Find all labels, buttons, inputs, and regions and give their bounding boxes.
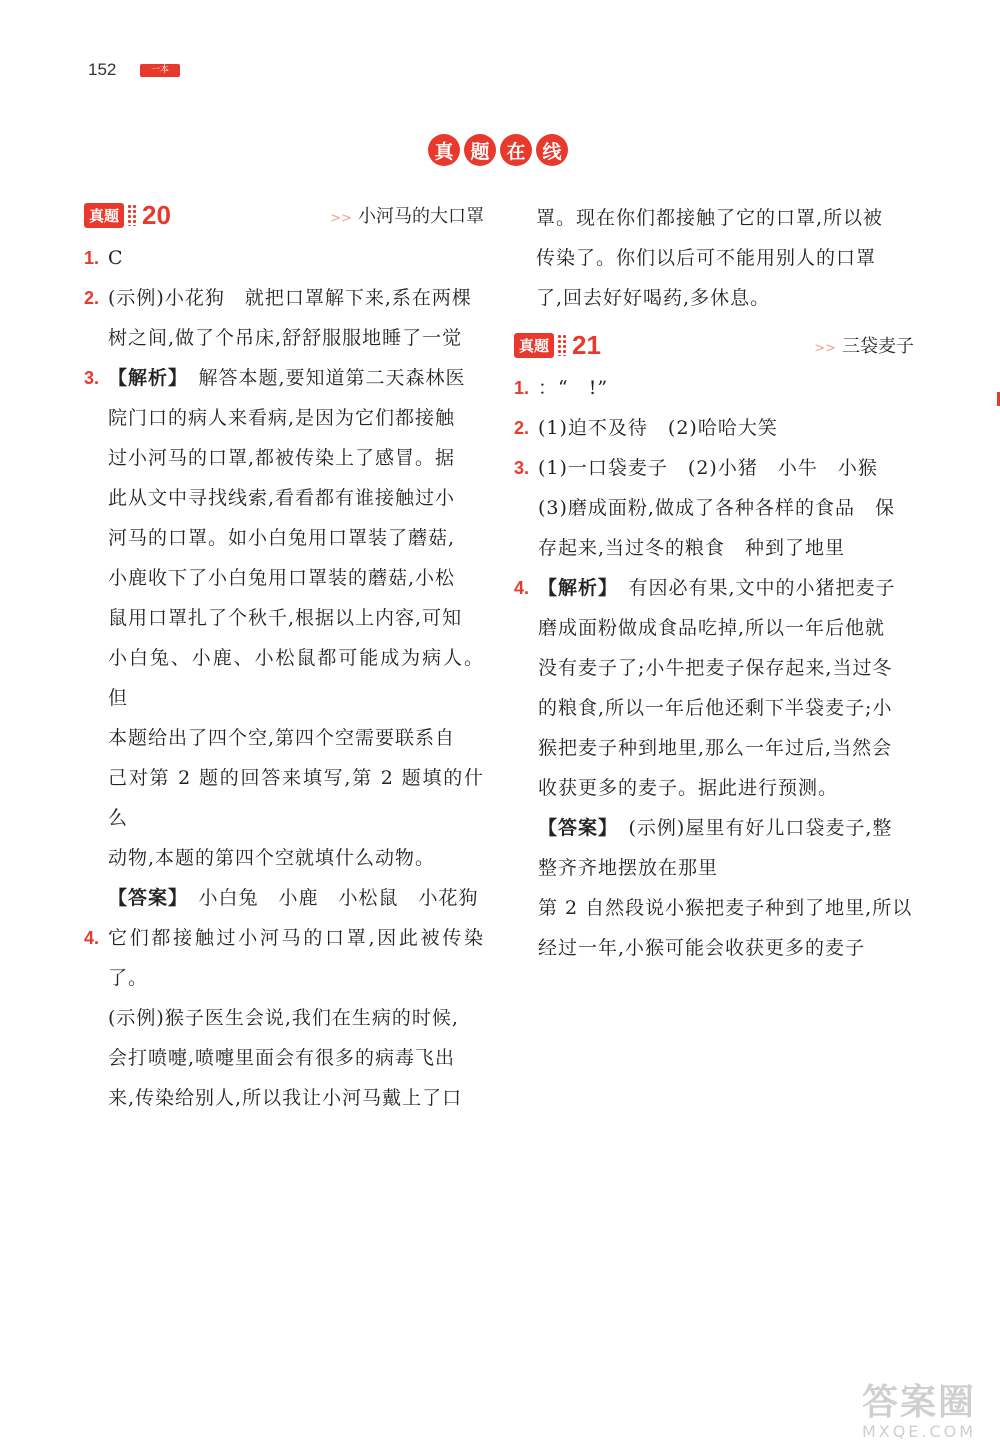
passage-title	[814, 332, 914, 358]
question-header	[514, 328, 914, 362]
answer-line: 收获更多的麦子。据此进行预测。	[538, 777, 839, 799]
answer-item	[84, 878, 484, 918]
answer-line-text: 解答本题,要知道第二天森林医	[178, 367, 466, 389]
passage-title-text: 三袋麦子	[842, 336, 914, 357]
answer-line: 存起来,当过冬的粮食 种到了地里	[538, 537, 846, 559]
answer-line: 经过一年,小猴可能会收获更多的麦子	[538, 937, 866, 959]
answer-line: (3)磨成面粉,做成了各种各样的食品 保	[538, 497, 895, 519]
answer-line: (示例)小花狗 就把口罩解下来,系在两棵	[108, 287, 472, 309]
question-tag-label: 真题	[514, 333, 554, 358]
item-number: 3.	[514, 458, 530, 478]
item-number	[514, 808, 538, 968]
answer-line: 本题给出了四个空,第四个空需要联系自	[108, 727, 456, 749]
dots-icon	[127, 204, 137, 226]
section-title	[428, 134, 568, 166]
answer-line: (示例)猴子医生会说,我们在生病的时候,	[108, 1007, 459, 1029]
answer-line: 会打喷嚏,喷嚏里面会有很多的病毒飞出	[108, 1047, 456, 1069]
item-number: 2.	[84, 288, 100, 308]
answer-line: 没有麦子了;小牛把麦子保存起来,当过冬	[538, 657, 893, 679]
answer-line-text: 小白兔 小鹿 小松鼠 小花狗	[178, 887, 479, 909]
analysis-tag: 【解析】	[108, 367, 179, 389]
answer-line: 过小河马的口罩,都被传染上了感冒。据	[108, 447, 456, 469]
answer-item	[84, 918, 484, 1118]
answer-line: 它们都接触过小河马的口罩,因此被传染了。	[108, 927, 484, 989]
answer-line: 整齐齐地摆放在那里	[538, 857, 719, 879]
answer-line: 树之间,做了个吊床,舒舒服服地睡了一觉	[108, 327, 463, 349]
item-number: 4.	[514, 578, 530, 598]
answer-item	[514, 408, 914, 448]
answer-line: 磨成面粉做成食品吃掉,所以一年后他就	[538, 617, 886, 639]
item-number	[84, 878, 108, 918]
answer-line	[108, 358, 484, 398]
answer-line: 了,回去好好喝药,多休息。	[536, 287, 771, 309]
question-tag-label: 真题	[84, 203, 124, 228]
section-title-char: 题	[464, 134, 496, 166]
answer-line	[108, 878, 484, 918]
answer-line: (1)一口袋麦子 (2)小猪 小牛 小猴	[538, 457, 878, 479]
watermark-url: MXQE.COM	[861, 1422, 977, 1441]
section-title-char: 在	[500, 134, 532, 166]
brand-badge: 一本	[140, 64, 180, 77]
answer-line-text: 有因必有果,文中的小猪把麦子	[608, 577, 896, 599]
answer-line: 罩。现在你们都接触了它的口罩,所以被	[536, 207, 884, 229]
answer-line: 院门口的病人来看病,是因为它们都接触	[108, 407, 456, 429]
answer-line: 小鹿收下了小白兔用口罩装的蘑菇,小松	[108, 567, 456, 589]
item-number: 1.	[84, 248, 100, 268]
item-number: 4.	[84, 928, 100, 948]
answer-line: C	[108, 247, 124, 269]
answer-line: 小白兔、小鹿、小松鼠都可能成为病人。但	[108, 647, 484, 709]
answer-line: 己对第 2 题的回答来填写,第 2 题填的什么	[108, 767, 484, 829]
answer-line: 传染了。你们以后可不能用别人的口罩	[536, 247, 877, 269]
double-chevron-icon: >>	[814, 341, 836, 356]
answer-line: 动物,本题的第四个空就填什么动物。	[108, 847, 436, 869]
question-tag	[514, 330, 601, 361]
answer-line: ：“ !”	[538, 377, 609, 399]
dots-icon	[557, 334, 567, 356]
answer-line: 第 2 自然段说小猴把麦子种到了地里,所以	[538, 897, 913, 919]
answer-item	[84, 238, 484, 278]
answer-line-text: (示例)屋里有好儿口袋麦子,整	[608, 817, 893, 839]
question-header	[84, 198, 484, 232]
question-number: 20	[142, 199, 171, 230]
answer-item	[84, 278, 484, 358]
double-chevron-icon: >>	[330, 211, 352, 226]
question-number: 21	[572, 329, 601, 360]
answer-item	[514, 568, 914, 808]
section-title-char: 真	[428, 134, 460, 166]
section-title-char: 线	[536, 134, 568, 166]
answer-item	[84, 358, 484, 878]
answer-item	[514, 448, 914, 568]
answer-item	[514, 368, 914, 408]
item-number: 3.	[84, 368, 100, 388]
answer-line: 的粮食,所以一年后他还剩下半袋麦子;小	[538, 697, 893, 719]
passage-title	[330, 202, 484, 228]
page-number: 152	[88, 60, 117, 79]
answer-line: 河马的口罩。如小白兔用口罩装了蘑菇,	[108, 527, 456, 549]
watermark-logo: 答案圈	[861, 1382, 976, 1423]
answer-tag: 【答案】	[108, 887, 179, 909]
answer-line	[538, 808, 914, 848]
answer-line: 猴把麦子种到地里,那么一年过后,当然会	[538, 737, 893, 759]
continuation-text	[514, 198, 914, 318]
answer-line: 鼠用口罩扎了个秋千,根据以上内容,可知	[108, 607, 463, 629]
answer-item	[514, 808, 914, 968]
left-column	[84, 198, 484, 1118]
analysis-tag: 【解析】	[538, 577, 609, 599]
answer-line: 此从文中寻找线索,看看都有谁接触过小	[108, 487, 456, 509]
item-number: 1.	[514, 378, 530, 398]
right-column	[514, 198, 914, 968]
passage-title-text: 小河马的大口罩	[358, 206, 484, 227]
item-number: 2.	[514, 418, 530, 438]
answer-tag: 【答案】	[538, 817, 609, 839]
answer-line: (1)迫不及待 (2)哈哈大笑	[538, 417, 778, 439]
answer-line	[538, 568, 914, 608]
watermark	[844, 1383, 994, 1445]
question-tag	[84, 200, 171, 231]
answer-line: 来,传染给别人,所以我让小河马戴上了口	[108, 1087, 463, 1109]
